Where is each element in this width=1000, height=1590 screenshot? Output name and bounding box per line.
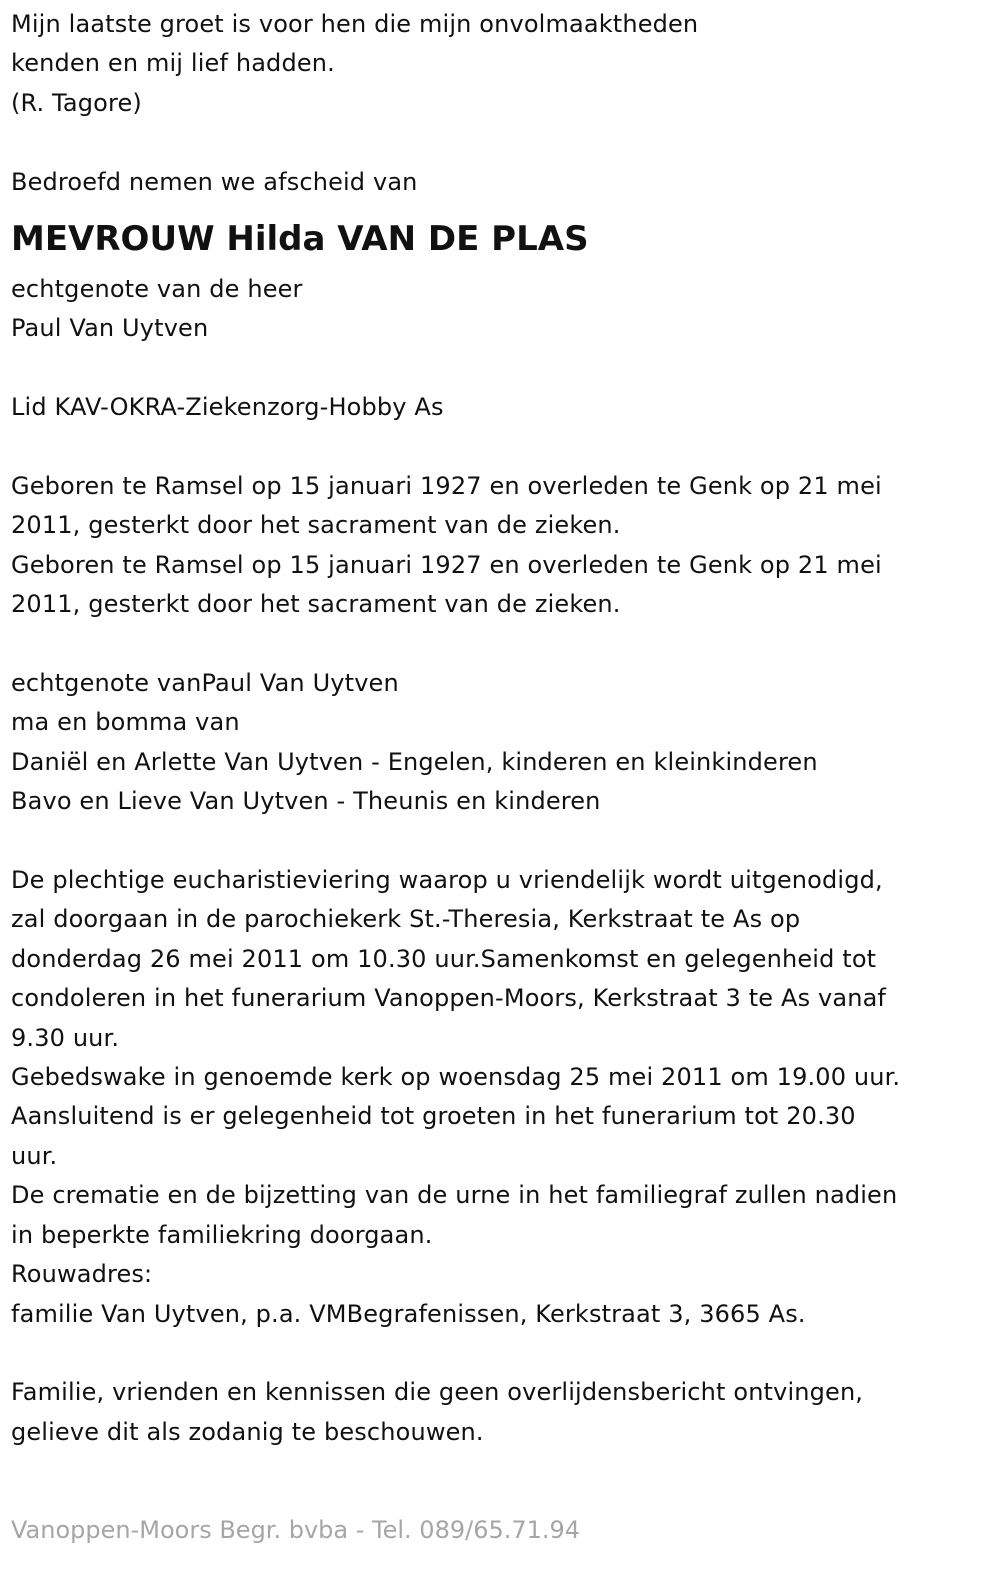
intro-text: Bedroefd nemen we afscheid van <box>11 167 418 196</box>
ceremony-line: condoleren in het funerarium Vanoppen-Moors, Kerkstraat 3 te As vanaf <box>11 984 887 1013</box>
birth-death-line: Geboren te Ramsel op 15 januari 1927 en overleden te Genk op 21 mei <box>11 550 882 579</box>
death-notice <box>11 5 986 1452</box>
family-line: echtgenote vanPaul Van Uytven <box>11 669 399 698</box>
spacer <box>11 123 986 162</box>
spacer <box>11 349 986 388</box>
quote-line: kenden en mij lief hadden. <box>11 49 335 78</box>
ceremony-line: De crematie en de bijzetting van de urne in het familiegraf zullen nadien <box>11 1181 898 1210</box>
ceremony-line: De plechtige eucharistieviering waarop u vriendelijk wordt uitgenodigd, <box>11 866 883 895</box>
quote-block <box>11 5 986 123</box>
birth-death-line: Geboren te Ramsel op 15 januari 1927 en overleden te Genk op 21 mei <box>11 472 882 501</box>
ceremony-line: Rouwadres: <box>11 1260 153 1289</box>
spouse-line: Paul Van Uytven <box>11 314 209 343</box>
birth-death-line: 2011, gesterkt door het sacrament van de zieken. <box>11 590 621 619</box>
mourning-address: familie Van Uytven, p.a. VMBegrafenissen, Kerkstraat 3, 3665 As. <box>11 1299 806 1328</box>
ceremony-block <box>11 861 986 1334</box>
quote-author: (R. Tagore) <box>11 88 142 117</box>
ceremony-line: Aansluitend is er gelegenheid tot groeten in het funerarium tot 20.30 <box>11 1102 856 1131</box>
spacer <box>11 1334 986 1373</box>
family-line: ma en bomma van <box>11 708 240 737</box>
family-block <box>11 664 986 822</box>
ceremony-line: uur. <box>11 1141 58 1170</box>
closing-block <box>11 1373 986 1452</box>
birth-death-block <box>11 467 986 625</box>
closing-line: Familie, vrienden en kennissen die geen overlijdensbericht ontvingen, <box>11 1378 864 1407</box>
ceremony-line: Gebedswake in genoemde kerk op woensdag 25 mei 2011 om 19.00 uur. <box>11 1063 901 1092</box>
spacer <box>11 625 986 664</box>
spouse-line: echtgenote van de heer <box>11 275 303 304</box>
closing-line: gelieve dit als zodanig te beschouwen. <box>11 1417 484 1446</box>
funeral-home-footer: Vanoppen-Moors Begr. bvba - Tel. 089/65.71.94 <box>11 1516 581 1544</box>
ceremony-line: donderdag 26 mei 2011 om 10.30 uur.Samenkomst en gelegenheid tot <box>11 944 877 973</box>
ceremony-line: 9.30 uur. <box>11 1023 120 1052</box>
family-line: Bavo en Lieve Van Uytven - Theunis en kinderen <box>11 787 601 816</box>
membership: Lid KAV-OKRA-Ziekenzorg-Hobby As <box>11 393 444 422</box>
deceased-name: MEVROUW Hilda VAN DE PLAS <box>11 219 589 260</box>
spacer <box>11 822 986 861</box>
ceremony-line: zal doorgaan in de parochiekerk St.-Theresia, Kerkstraat te As op <box>11 905 801 934</box>
family-line: Daniël en Arlette Van Uytven - Engelen, kinderen en kleinkinderen <box>11 747 818 776</box>
birth-death-line: 2011, gesterkt door het sacrament van de zieken. <box>11 511 621 540</box>
quote-line: Mijn laatste groet is voor hen die mijn onvolmaaktheden <box>11 10 699 38</box>
ceremony-line: in beperkte familiekring doorgaan. <box>11 1220 433 1249</box>
spacer <box>11 428 986 467</box>
